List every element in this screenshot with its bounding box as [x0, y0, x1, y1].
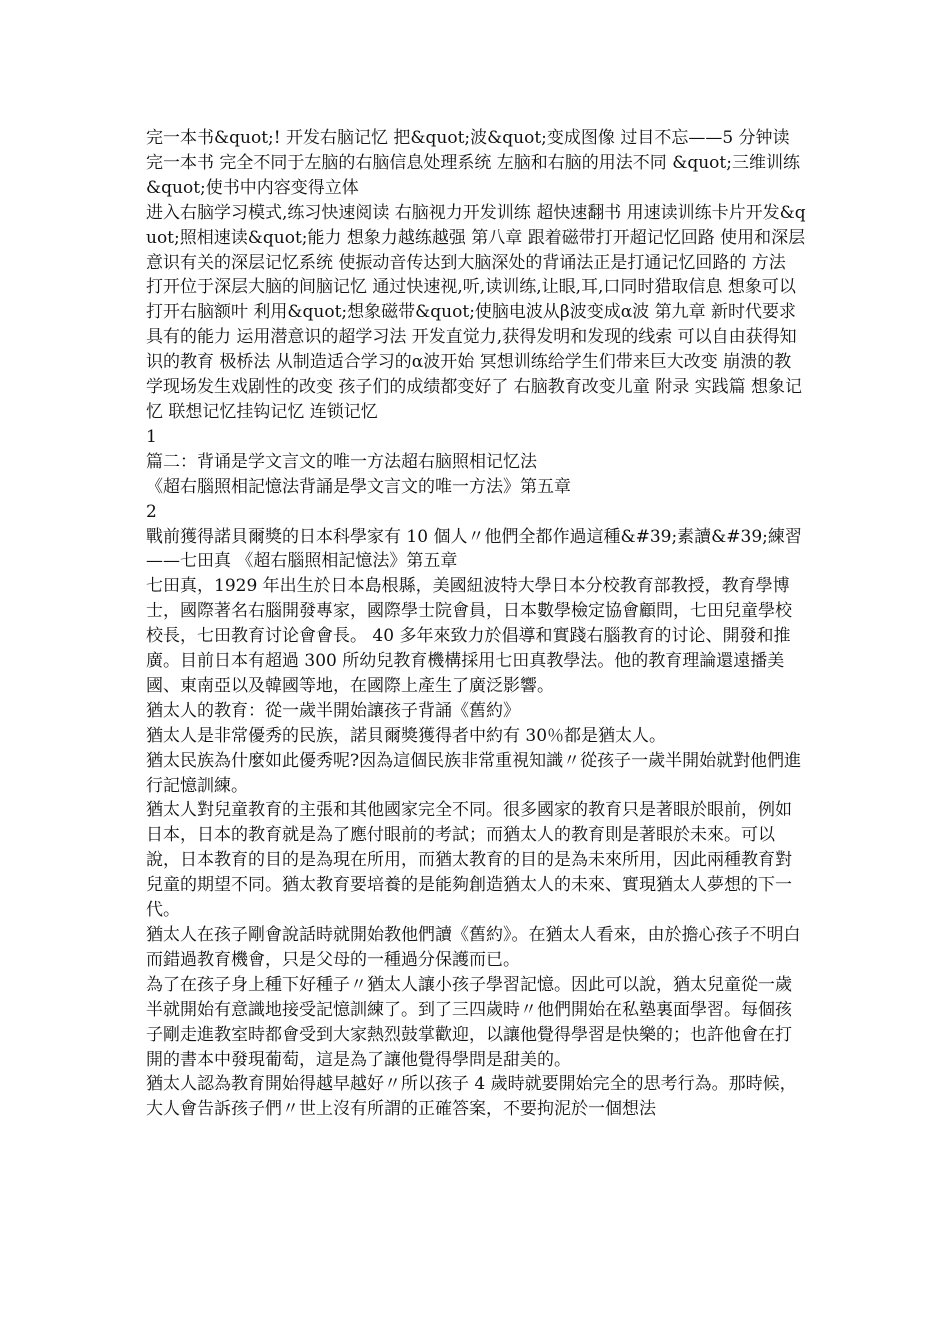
page-number-2: 2 [146, 501, 157, 522]
body-paragraph: 猶太人認為教育開始得越早越好〃所以孩子 4 歲時就要開始完全的思考行為。那時候，大人會告訴孩子們〃世上沒有所謂的正確答案，不要拘泥於一個想法 [146, 1074, 797, 1120]
author-biography: 七田真，1929 年出生於日本島根縣，美國紐波特大學日本分校教育部教授，教育學博士，國際著名右腦開發專家，國際學士院會員，日本數學檢定協會顧問，七田兒童學校校長，七田教育讨论會會長。 40 多年來致力於倡導和實踐右腦教育的讨论、開發和推廣。目前日本有超過 300 所幼兒教育機構採用七田真教學法。他的教育理論還遠播美國、東南亞以及韓國等地，在國際上產生了廣泛影響。 [146, 576, 792, 696]
page-number-1: 1 [146, 426, 157, 447]
body-paragraph: 猶太人在孩子剛會說話時就開始教他們讀《舊約》。在猶太人看來，由於擔心孩子不明白而錯過教育機會，只是父母的一種過分保護而已。 [146, 925, 801, 970]
subheading-jewish-education: 猶太人的教育：從一歲半開始讓孩子背誦《舊約》 [146, 700, 520, 721]
body-paragraph: 為了在孩子身上種下好種子〃猶太人讓小孩子學習記憶。因此可以說，猶太兒童從一歲半就開始有意識地接受記憶訓練了。到了三四歲時〃他們開始在私塾裏面學習。每個孩子剛走進教室時都會受到大家熱烈鼓掌歡迎，以讓他覺得學習是快樂的；也許他會在打開的書本中發現葡萄，這是為了讓他覺得學問是甜美的。 [146, 974, 792, 1070]
paragraph-book-contents-continued: 进入右脑学习模式,练习快速阅读 右脑视力开发训练 超快速翻书 用速读训练卡片开发&quot;照相速读&quot;能力 想象力越练越强 第八章 跟着磁带打开超记忆回路 使用和深层意识有关的深层记忆系统 使振动音传达到大脑深处的背诵法正是打通记忆回路的 方法 打开位于深层大脑的间脑记忆 通过快速视,听,读训练,让眼,耳,口同时猎取信息 想象可以打开右脑额叶 利用&quot;想象磁带&quot;使脑电波从β波变成α波 第九章 新时代要求具有的能力 运用潜意识的超学习法 开发直觉力,获得发明和发现的线索 可以自由获得知识的教育 极桥法 从制造适合学习的α波开始 冥想训练给学生们带来巨大改变 崩溃的教学现场发生戏剧性的改变 孩子们的成绩都变好了 右脑教育改变儿童 附录 实践篇 想象记忆 联想记忆挂钩记忆 连锁记忆 [146, 202, 806, 422]
quote-attribution: ——七田真 《超右腦照相記憶法》第五章 [146, 551, 458, 572]
body-paragraph: 猶太人對兒童教育的主張和其他國家完全不同。很多國家的教育只是著眼於眼前，例如日本，日本的教育就是為了應付眼前的考試；而猶太人的教育則是著眼於未來。可以說，日本教育的目的是為現在所用，而猶太教育的目的是為未來所用，因此兩種教育對兒童的期望不同。猶太教育要培養的是能夠創造猶太人的未來、實現猶太人夢想的下一代。 [146, 800, 792, 921]
paragraph-book-contents: 完一本书&quot;! 开发右脑记忆 把&quot;波&quot;变成图像 过目不忘——5 分钟读完一本书 完全不同于左脑的右脑信息处理系统 左脑和右脑的用法不同 &quot;三维训练&quot;使书中内容变得立体 [146, 128, 800, 198]
chapter-title: 《超右腦照相記憶法背誦是學文言文的唯一方法》第五章 [146, 476, 571, 497]
body-paragraph: 猶太民族為什麼如此優秀呢?因為這個民族非常重視知識〃從孩子一歲半開始就對他們進行記憶訓練。 [146, 750, 802, 796]
document-page [146, 126, 806, 1122]
body-paragraph: 猶太人是非常優秀的民族，諾貝爾獎獲得者中約有 30％都是猶太人。 [146, 725, 667, 746]
quote-text: 戰前獲得諾貝爾獎的日本科學家有 10 個人〃他們全都作過這種&#39;素讀&#39;練習 [146, 526, 802, 547]
section-heading-part-two: 篇二：背诵是学文言文的唯一方法超右脑照相记忆法 [146, 451, 537, 472]
